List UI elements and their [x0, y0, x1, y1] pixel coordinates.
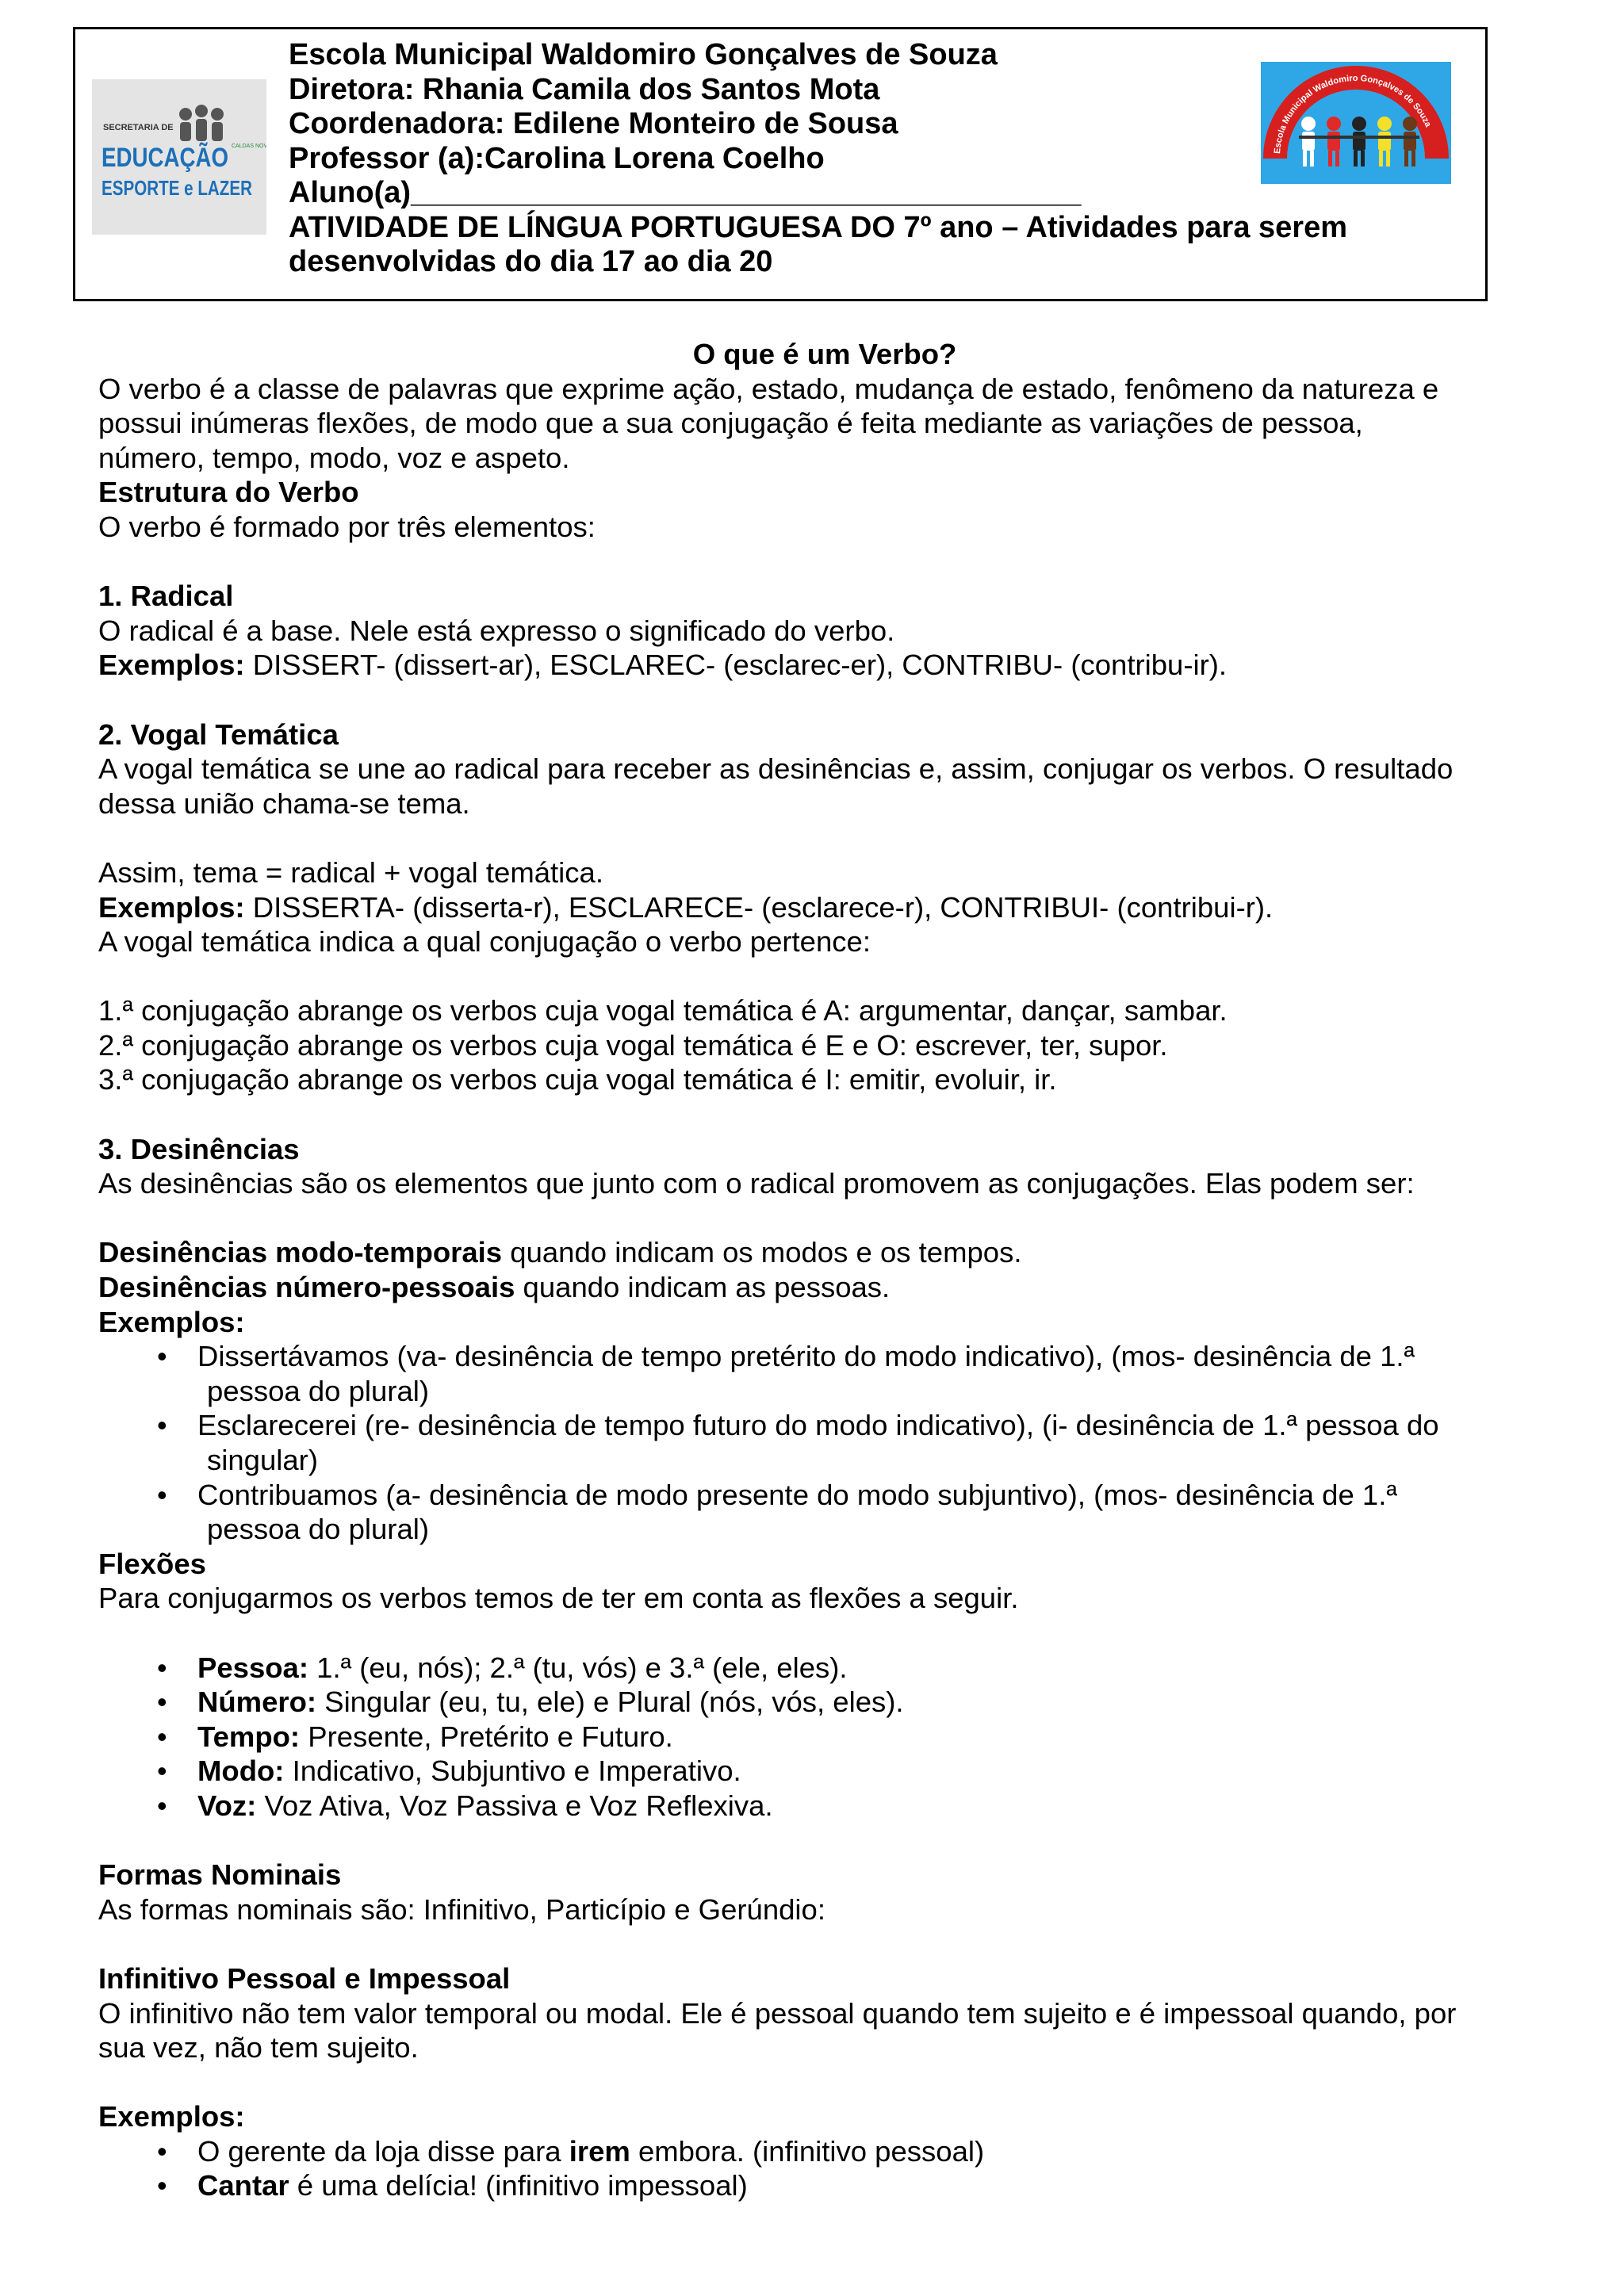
flexao-text: Presente, Pretérito e Futuro. [300, 1720, 673, 1753]
desinencias-np-text: quando indicam as pessoas. [515, 1271, 891, 1304]
desin-ex2-line2: singular) [207, 1444, 318, 1476]
desinencias-examples-list [98, 1339, 1542, 1547]
secretaria-logo-line1: SECRETARIA DE [103, 123, 174, 132]
desinencias-mt-text: quando indicam os modos e os tempos. [502, 1236, 1022, 1269]
flexao-text: Voz Ativa, Voz Passiva e Voz Reflexiva. [256, 1789, 773, 1822]
school-logo-text: Escola Municipal Waldomiro Gonçalves de Souza [1273, 73, 1433, 155]
flexoes-list [98, 1651, 1542, 1823]
list-item [98, 1651, 1542, 1686]
formas-nominais-heading: Formas Nominais [98, 1858, 342, 1892]
desin-ex3-line2: pessoa do plural) [207, 1513, 430, 1546]
vogal-heading: 2. Vogal Temática [98, 718, 339, 751]
desin-ex1-line1: Dissertávamos (va- desinência de tempo pretérito do modo indicativo), (mos- desinência de 1.ª [197, 1340, 1415, 1373]
flexao-text: 1.ª (eu, nós); 2.ª (tu, vós) e 3.ª (ele, eles). [308, 1651, 848, 1684]
desinencias-modo-temporais [98, 1235, 1542, 1270]
radical-examples-label: Exemplos: [98, 649, 245, 682]
conjugacao-1: 1.ª conjugação abrange os verbos cuja vogal temática é A: argumentar, dançar, sambar. [98, 994, 1228, 1027]
list-item [98, 2168, 1542, 2203]
infinitivo-examples-label: Exemplos: [98, 2100, 245, 2133]
school-name: Escola Municipal Waldomiro Gonçalves de Souza [289, 38, 998, 71]
vogal-examples [98, 890, 1542, 925]
radical-examples-text: DISSERT- (dissert-ar), ESCLAREC- (esclarec-er), CONTRIBU- (contribu-ir). [244, 649, 1228, 682]
desinencias-heading: 3. Desinências [98, 1132, 300, 1165]
list-item [98, 2134, 1542, 2169]
intro-line-1: O verbo é a classe de palavras que exprime ação, estado, mudança de estado, fenômeno da natureza e [98, 372, 1439, 405]
infinitivo-heading: Infinitivo Pessoal e Impessoal [98, 1961, 511, 1995]
list-item [98, 1720, 1542, 1755]
desinencias-examples-label: Exemplos: [98, 1305, 245, 1338]
document-body [98, 337, 1542, 2203]
secretaria-logo-line2: EDUCAÇÃO [102, 143, 228, 173]
inf-ex1-post: embora. (infinitivo pessoal) [630, 2134, 985, 2168]
estrutura-heading: Estrutura do Verbo [98, 476, 359, 509]
vogal-examples-label: Exemplos: [98, 890, 245, 924]
infinitivo-text-1: O infinitivo não tem valor temporal ou modal. Ele é pessoal quando tem sujeito e é impessoal quando, por [98, 1996, 1457, 2030]
vogal-text-1: A vogal temática se une ao radical para receber as desinências e, assim, conjugar os verbos. O resultado [98, 752, 1454, 786]
formas-nominais-text: As formas nominais são: Infinitivo, Particípio e Gerúndio: [98, 1892, 825, 1926]
estrutura-text: O verbo é formado por três elementos: [98, 510, 596, 543]
conjugacao-2: 2.ª conjugação abrange os verbos cuja vogal temática é E e O: escrever, ter, supor. [98, 1028, 1168, 1062]
header-text [289, 38, 1462, 280]
flexao-text: Singular (eu, tu, ele) e Plural (nós, vós, eles). [316, 1686, 904, 1719]
infinitivo-examples-list [98, 2134, 1542, 2203]
list-item [98, 1478, 1542, 1547]
student-field[interactable]: Aluno(a)________________________________________ [289, 176, 1082, 209]
vogal-examples-text: DISSERTA- (disserta-r), ESCLARECE- (esclarece-r), CONTRIBUI- (contribui-r). [244, 890, 1274, 924]
radical-heading: 1. Radical [98, 580, 234, 613]
flexao-label: Número: [197, 1686, 317, 1719]
list-item [98, 1754, 1542, 1789]
flexao-label: Voz: [197, 1789, 257, 1822]
secretaria-logo-side-text: CALDAS NOV [232, 144, 266, 149]
activity-title-line2: desenvolvidas do dia 17 ao dia 20 [289, 245, 773, 278]
desinencias-np-label: Desinências número-pessoais [98, 1271, 515, 1304]
vogal-formula: Assim, tema = radical + vogal temática. [98, 855, 603, 889]
inf-ex2-bold: Cantar [197, 2169, 289, 2202]
conjugacao-3: 3.ª conjugação abrange os verbos cuja vogal temática é I: emitir, evoluir, ir. [98, 1063, 1057, 1096]
flexao-label: Pessoa: [197, 1651, 308, 1684]
desin-ex1-line2: pessoa do plural) [207, 1374, 430, 1407]
desinencias-numero-pessoais [98, 1270, 1542, 1305]
secretaria-logo-graphic [92, 79, 266, 235]
vogal-indica: A vogal temática indica a qual conjugação o verbo pertence: [98, 925, 871, 959]
radical-text: O radical é a base. Nele está expresso o significado do verbo. [98, 614, 895, 647]
coordinator-name: Coordenadora: Edilene Monteiro de Sousa [289, 107, 898, 140]
vogal-text-2: dessa união chama-se tema. [98, 786, 470, 820]
infinitivo-text-2: sua vez, não tem sujeito. [98, 2031, 419, 2064]
desin-ex3-line1: Contribuamos (a- desinência de modo presente do modo subjuntivo), (mos- desinência de 1.ª [197, 1478, 1397, 1511]
intro-line-2: possui inúmeras flexões, de modo que a sua conjugação é feita mediante as variações de pessoa, [98, 407, 1363, 440]
desinencias-text: As desinências são os elementos que junto com o radical promovem as conjugações. Elas podem ser: [98, 1167, 1415, 1200]
inf-ex2-post: é uma delícia! (infinitivo impessoal) [289, 2169, 748, 2202]
page-title: O que é um Verbo? [692, 338, 957, 370]
flexao-text: Indicativo, Subjuntivo e Imperativo. [284, 1755, 741, 1788]
intro-line-3: número, tempo, modo, voz e aspeto. [98, 441, 570, 474]
secretaria-logo-line3: ESPORTE e LAZER [102, 176, 253, 200]
list-item [98, 1685, 1542, 1720]
activity-title-line1: ATIVIDADE DE LÍNGUA PORTUGUESA DO 7º ano – Atividades para serem [289, 210, 1348, 244]
inf-ex1-pre: O gerente da loja disse para [197, 2134, 569, 2168]
flexoes-text: Para conjugarmos os verbos temos de ter em conta as flexões a seguir. [98, 1582, 1019, 1615]
radical-examples [98, 648, 1542, 683]
secretaria-educacao-logo [92, 79, 266, 235]
teacher-name: Professor (a):Carolina Lorena Coelho [289, 141, 825, 175]
inf-ex1-bold: irem [569, 2134, 630, 2168]
flexao-label: Tempo: [197, 1720, 301, 1753]
list-item [98, 1789, 1542, 1823]
desin-ex2-line1: Esclarecerei (re- desinência de tempo futuro do modo indicativo), (i- desinência de 1.ª pessoa do [197, 1409, 1439, 1442]
desinencias-mt-label: Desinências modo-temporais [98, 1236, 503, 1269]
director-name: Diretora: Rhania Camila dos Santos Mota [289, 72, 880, 106]
flexoes-heading: Flexões [98, 1547, 206, 1580]
flexao-label: Modo: [197, 1755, 285, 1788]
list-item [98, 1339, 1542, 1408]
list-item [98, 1408, 1542, 1477]
people-icon [179, 105, 224, 141]
